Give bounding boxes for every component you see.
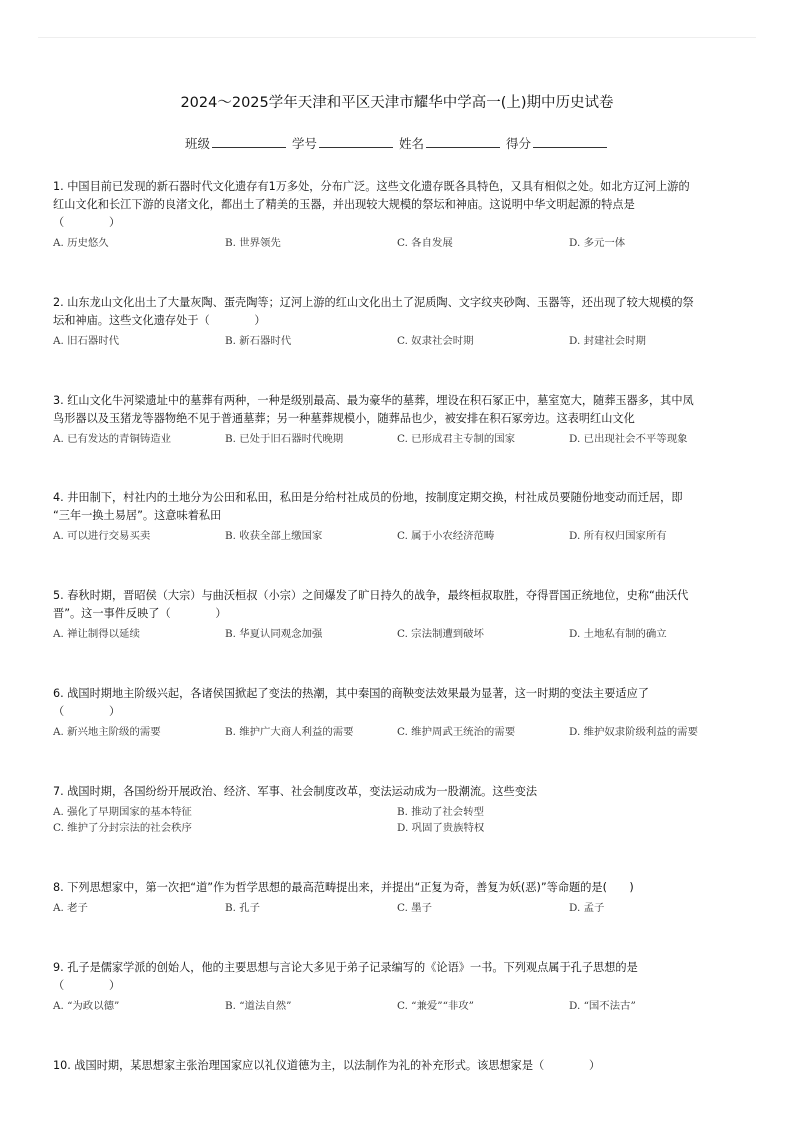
header-divider — [38, 37, 756, 38]
question-stem: 7. 战国时期，各国纷纷开展政治、经济、军事、社会制度改革，变法运动成为一股潮流。这些变法 — [53, 785, 538, 798]
option-c[interactable]: C. 墨子 — [397, 902, 432, 914]
name-blank[interactable] — [426, 135, 500, 148]
option-a[interactable]: A. 禅让制得以延续 — [53, 628, 140, 640]
question-1 — [53, 178, 743, 251]
question-2 — [53, 294, 743, 349]
question-5 — [53, 587, 743, 642]
class-label: 班级 — [184, 136, 210, 151]
question-6 — [53, 685, 743, 740]
option-a[interactable]: A. 已有发达的青铜铸造业 — [53, 433, 172, 445]
score-blank[interactable] — [533, 135, 607, 148]
question-10 — [53, 1057, 743, 1075]
options-row — [53, 724, 743, 740]
option-b[interactable]: B. 推动了社会转型 — [397, 806, 484, 818]
question-7 — [53, 783, 743, 836]
score-label: 得分 — [505, 136, 531, 151]
option-a[interactable]: A. 强化了早期国家的基本特征 — [53, 806, 192, 818]
option-a[interactable]: A. 新兴地主阶级的需要 — [53, 726, 161, 738]
option-c[interactable]: C. 属于小农经济范畴 — [397, 530, 495, 542]
option-a[interactable]: A. 老子 — [53, 902, 88, 914]
question-3 — [53, 392, 743, 447]
option-d[interactable]: D. “国不法古” — [569, 1000, 636, 1012]
student-id-label: 学号 — [291, 136, 317, 151]
option-b[interactable]: B. 维护广大商人利益的需要 — [225, 726, 354, 738]
option-d[interactable]: D. 土地私有制的确立 — [569, 628, 667, 640]
question-4 — [53, 489, 743, 544]
question-8 — [53, 879, 743, 916]
option-a[interactable]: A. 可以进行交易买卖 — [53, 530, 151, 542]
options-row — [53, 235, 743, 251]
name-label: 姓名 — [398, 136, 424, 151]
option-c[interactable]: C. “兼爱”“非攻” — [397, 1000, 474, 1012]
option-b[interactable]: B. 世界领先 — [225, 237, 281, 249]
question-stem: 9. 孔子是儒家学派的创始人，他的主要思想与言论大多见于弟子记录编写的《论语》一书。下列观点属于孔子思想的是 （ ） — [53, 961, 638, 992]
options-row — [53, 431, 743, 447]
exam-title: 2024～2025学年天津和平区天津市耀华中学高一(上)期中历史试卷 — [180, 95, 614, 111]
option-b[interactable]: B. 华夏认同观念加强 — [225, 628, 323, 640]
option-b[interactable]: B. 新石器时代 — [225, 335, 292, 347]
question-stem: 4. 井田制下，村社内的土地分为公田和私田，私田是分给村社成员的份地，按制度定期交换，村社成员要随份地变动而迁居，即 “三年一换土易居”。这意味着私田 — [53, 491, 683, 522]
option-d[interactable]: D. 孟子 — [569, 902, 605, 914]
question-stem: 2. 山东龙山文化出土了大量灰陶、蛋壳陶等；辽河上游的红山文化出土了泥质陶、文字纹夹砂陶、玉器等，还出现了较大规模的祭 坛和神庙。这些文化遗存处于（ ） — [53, 296, 694, 327]
option-a[interactable]: A. 历史悠久 — [53, 237, 109, 249]
option-c[interactable]: C. 宗法制遭到破坏 — [397, 628, 484, 640]
options-row — [53, 333, 743, 349]
option-c[interactable]: C. 已形成君主专制的国家 — [397, 433, 516, 445]
options-row — [53, 998, 743, 1014]
question-9 — [53, 959, 743, 1014]
option-b[interactable]: B. 孔子 — [225, 902, 261, 914]
option-d[interactable]: D. 封建社会时期 — [569, 335, 646, 347]
option-b[interactable]: B. “道法自然” — [225, 1000, 292, 1012]
options-row — [53, 528, 743, 544]
student-id-blank[interactable] — [319, 135, 393, 148]
option-b[interactable]: B. 收获全部上缴国家 — [225, 530, 323, 542]
option-c[interactable]: C. 奴隶社会时期 — [397, 335, 474, 347]
question-stem: 6. 战国时期地主阶级兴起，各诸侯国掀起了变法的热潮，其中秦国的商鞅变法效果最为显著，这一时期的变法主要适应了 （ ） — [53, 687, 649, 718]
options-row — [53, 900, 743, 916]
question-stem: 3. 红山文化牛河梁遗址中的墓葬有两种，一种是级别最高、最为豪华的墓葬，埋设在积石冢正中，墓室宽大，随葬玉器多，其中凤 鸟形器以及玉猪龙等器物绝不见于普通墓葬；另一种墓葬规模小，随葬品也少，被安排在积石冢旁边。这表明红山文化 — [53, 394, 694, 425]
option-d[interactable]: D. 多元一体 — [569, 237, 626, 249]
option-d[interactable]: D. 所有权归国家所有 — [569, 530, 667, 542]
option-a[interactable]: A. “为政以德” — [53, 1000, 120, 1012]
class-blank[interactable] — [212, 135, 286, 148]
student-info-line — [0, 134, 794, 152]
question-stem: 8. 下列思想家中，第一次把“道”作为哲学思想的最高范畴提出来，并提出“正复为奇，善复为妖(恶)”等命题的是( ) — [53, 881, 634, 894]
option-d[interactable]: D. 已出现社会不平等现象 — [569, 433, 688, 445]
option-b[interactable]: B. 已处于旧石器时代晚期 — [225, 433, 344, 445]
option-c[interactable]: C. 维护周武王统治的需要 — [397, 726, 516, 738]
question-stem: 5. 春秋时期，晋昭侯（大宗）与曲沃桓叔（小宗）之间爆发了旷日持久的战争，最终桓叔取胜，夺得晋国正统地位，史称“曲沃代 晋”。这一事件反映了（ ） — [53, 589, 689, 620]
options-row — [53, 626, 743, 642]
question-stem: 1. 中国目前已发现的新石器时代文化遗存有1万多处，分布广泛。这些文化遗存既各具特色，又具有相似之处。如北方辽河上游的 红山文化和长江下游的良渚文化，都出土了精美的玉器，并出现较大规模的祭坛和神庙。这说明中华文明起源的特点是 （ ） — [53, 180, 690, 229]
options-grid — [53, 804, 743, 836]
question-stem: 10. 战国时期，某思想家主张治理国家应以礼仪道德为主，以法制作为礼的补充形式。该思想家是（ ） — [53, 1059, 601, 1072]
option-a[interactable]: A. 旧石器时代 — [53, 335, 120, 347]
option-c[interactable]: C. 维护了分封宗法的社会秩序 — [53, 822, 192, 834]
option-d[interactable]: D. 巩固了贵族特权 — [397, 822, 485, 834]
option-d[interactable]: D. 维护奴隶阶级利益的需要 — [569, 726, 698, 738]
option-c[interactable]: C. 各自发展 — [397, 237, 453, 249]
